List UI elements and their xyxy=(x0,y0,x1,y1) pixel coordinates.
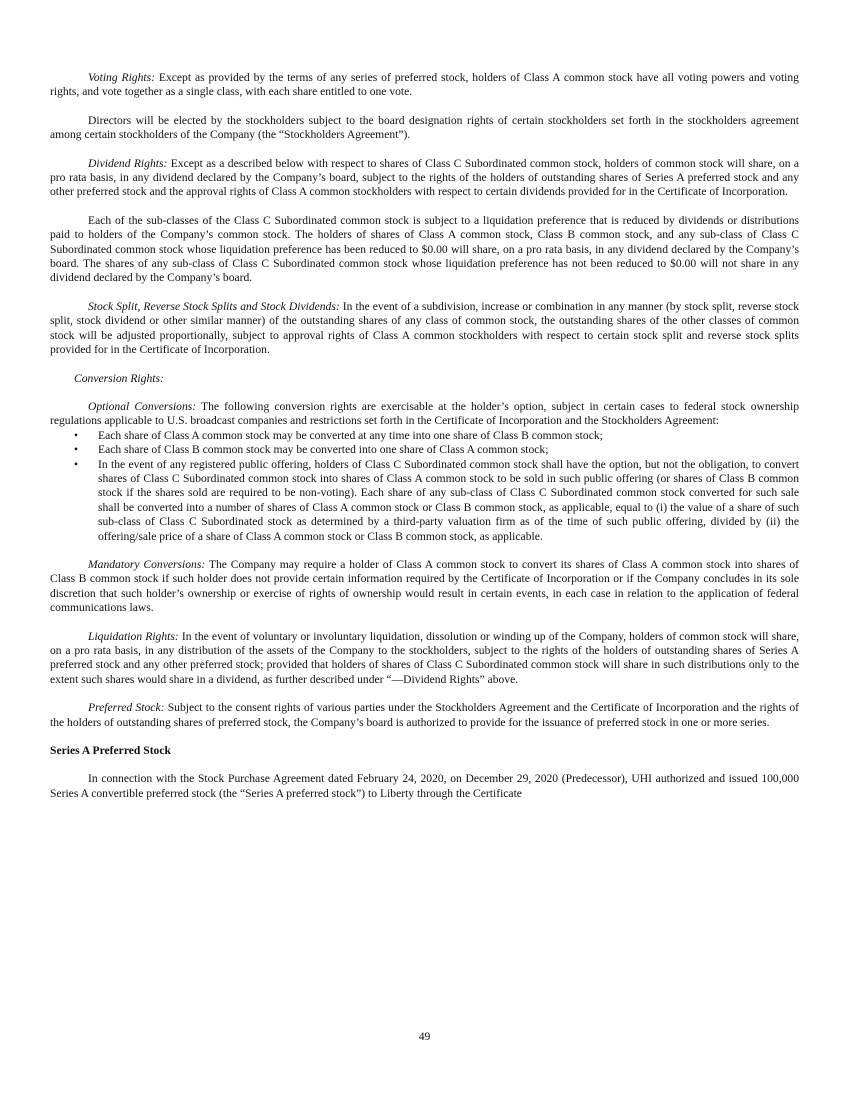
document-page xyxy=(50,71,799,801)
conversion-rights-label: Conversion Rights: xyxy=(74,371,164,385)
directors-paragraph: Directors will be elected by the stockholders subject to the board designation rights of certain stockholders set forth in the stockholders agreement among certain stockholders of the Company (the “Stockholders Agreement”). xyxy=(50,113,799,142)
list-item xyxy=(50,443,799,457)
mandatory-conversions-text: The Company may require a holder of Class A common stock to convert its shares of Class A common stock into shares of Class B common stock if such holder does not provide certain information required by the Certificate of Incorporation or if the Company concludes in its sole discretion that such holder’s ownership or exercise of rights of ownership would result in certain events, in each case in relation to the application of federal communications laws. xyxy=(50,557,799,615)
preferred-stock-paragraph xyxy=(50,701,799,730)
voting-rights-paragraph xyxy=(50,71,799,100)
conversion-rights-heading xyxy=(50,372,799,386)
bullet-marker: • xyxy=(74,443,79,457)
bullet-marker: • xyxy=(74,457,79,471)
stock-split-paragraph xyxy=(50,300,799,358)
list-item-text: Each share of Class B common stock may be converted into one share of Class A common stock; xyxy=(98,443,549,457)
page-number: 49 xyxy=(418,1030,431,1043)
optional-conversions-label: Optional Conversions: xyxy=(88,399,197,413)
mandatory-conversions-label: Mandatory Conversions: xyxy=(88,557,206,571)
liquidation-rights-label: Liquidation Rights: xyxy=(88,629,179,643)
list-item xyxy=(50,429,799,443)
series-a-paragraph: In connection with the Stock Purchase Agreement dated February 24, 2020, on December 29, 2020 (Predecessor), UHI authorized and issued 100,000 Series A convertible preferred stock (the “Series A preferred stock”) to Liberty through the Certificate xyxy=(50,772,799,800)
list-item-text: In the event of any registered public offering, holders of Class C Subordinated common stock shall have the option, but not the obligation, to convert shares of Class C Subordinated common stock into shares of Class A common stock to be sold in such public offering (or shares of Class B common stock if the shares sold are required to be non-voting). Each share of any sub-class of Class C Subordinated common stock converted for such sale shall be converted into a number of shares of Class A common stock or Class B common stock, as applicable, equal to (i) the value of a share of such sub-class of Class C Subordinated stock as determined by a third-party valuation firm as of the time of such public offering, divided by (ii) the offering/sale price of a share of Class A common stock or Class B common stock, as applicable. xyxy=(98,457,799,543)
preferred-stock-label: Preferred Stock: xyxy=(88,701,165,715)
voting-rights-text: Except as provided by the terms of any series of preferred stock, holders of Class A common stock have all voting powers and voting rights, and vote together as a single class, with each share entitled to one vote. xyxy=(50,71,799,99)
preferred-stock-text: Subject to the consent rights of various parties under the Stockholders Agreement and the Certificate of Incorporation and the rights of the holders of outstanding shares of preferred stock, the Company’s board is authorized to provide for the issuance of preferred stock in one or more series. xyxy=(50,701,800,729)
voting-rights-label: Voting Rights: xyxy=(88,71,155,84)
bullet-marker: • xyxy=(74,428,79,442)
dividend-rights-label: Dividend Rights: xyxy=(88,156,168,170)
series-a-heading: Series A Preferred Stock xyxy=(50,744,171,758)
mandatory-conversions-paragraph xyxy=(50,558,799,616)
list-item xyxy=(50,458,799,544)
optional-conversions-text: The following conversion rights are exercisable at the holder’s option, subject in certain cases to federal stock ownership regulations applicable to U.S. broadcast companies and restrictions set forth in the Certificate of Incorporation and the Stockholders Agreement: xyxy=(50,399,799,428)
optional-conversions-paragraph xyxy=(50,400,799,429)
liquidation-rights-paragraph xyxy=(50,630,799,688)
list-item-text: Each share of Class A common stock may be converted at any time into one share of Class B common stock; xyxy=(98,428,603,442)
stock-split-text: In the event of a subdivision, increase or combination in any manner (by stock split, reverse stock split, stock dividend or other similar manner) of the outstanding shares of any class of common stock, the outstanding shares of the other classes of common stock will be adjusted proportionally, subject to approval rights of Class A common stockholders with respect to certain stock split and reverse stock splits provided for in the Certificate of Incorporation. xyxy=(50,299,799,357)
conversion-bullet-list xyxy=(50,429,799,544)
dividend-rights-text: Except as a described below with respect to shares of Class C Subordinated common stock, holders of common stock will share, on a pro rata basis, in any dividend declared by the Company’s board, subject to the rights of the holders of outstanding shares of Series A preferred stock and any other preferred stock and the approval rights of Class A common stockholders with respect to certain dividends provided for in the Certificate of Incorporation. xyxy=(50,156,800,199)
dividend-rights-paragraph xyxy=(50,157,799,200)
subclasses-paragraph: Each of the sub-classes of the Class C Subordinated common stock is subject to a liquidation preference that is reduced by dividends or distributions paid to holders of the Company’s common stock. The holders of shares of Class A common stock, Class B common stock, and any sub-class of Class C Subordinated common stock whose liquidation preference has been reduced to $0.00 will share, on a pro rata basis, in any dividend declared by the Company’s board. The shares of any sub-class of Class C Subordinated common stock whose liquidation preference has not been reduced to $0.00 will not share in any dividend declared by the Company’s board. xyxy=(50,213,799,285)
liquidation-rights-text: In the event of voluntary or involuntary liquidation, dissolution or winding up of the Company, holders of common stock will share, on a pro rata basis, in any distribution of the assets of the Company to the stockholders, subject to the rights of the holders of outstanding shares of Series A preferred stock and any other preferred stock; provided that holders of shares of Class C Subordinated common stock will share in such distributions only to the extent such shares would share in a dividend, as further described under “—Dividend Rights” above. xyxy=(50,629,799,686)
stock-split-label: Stock Split, Reverse Stock Splits and Stock Dividends: xyxy=(88,299,340,313)
